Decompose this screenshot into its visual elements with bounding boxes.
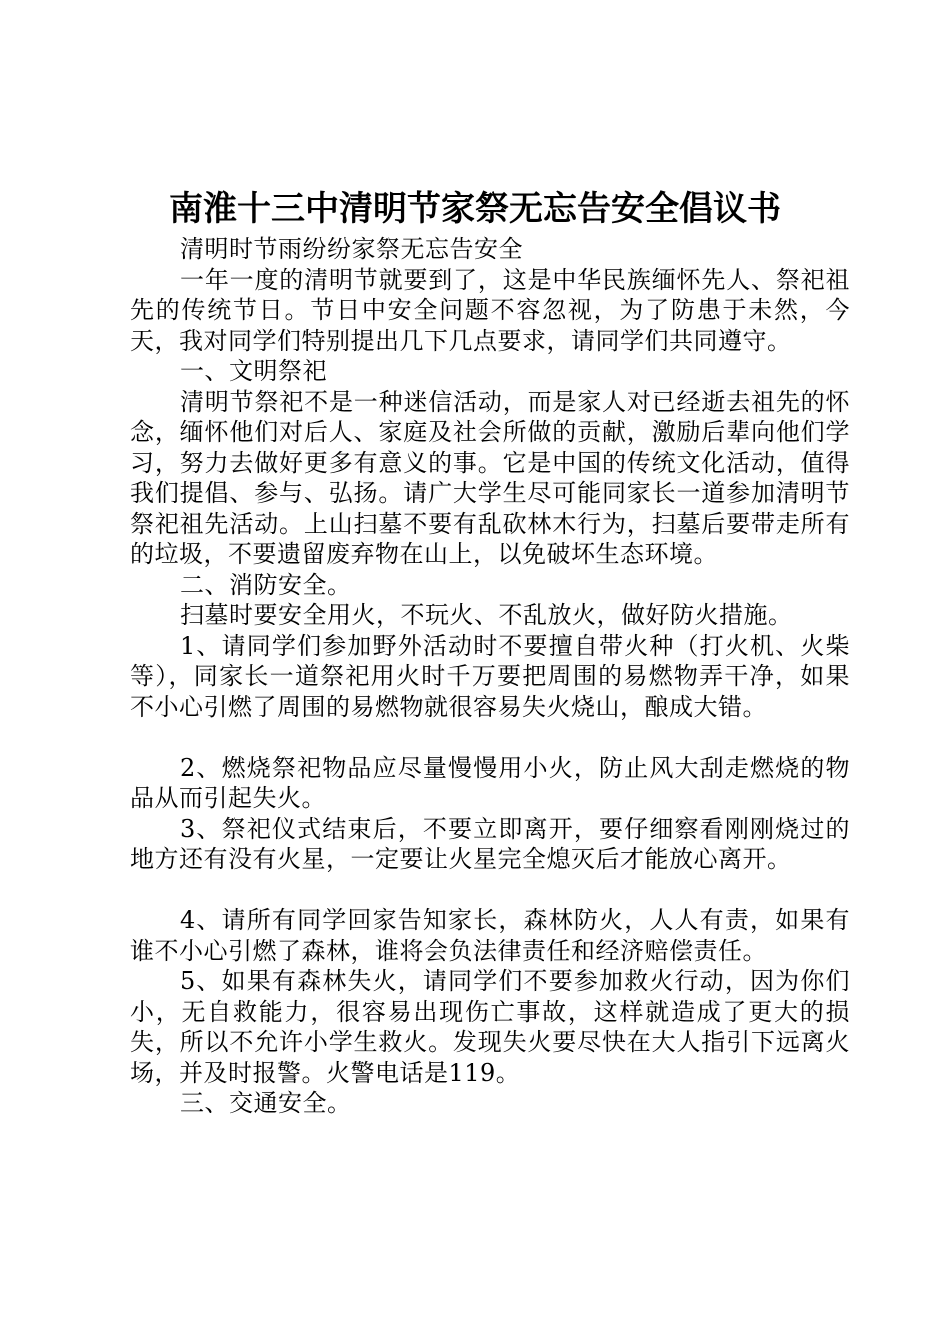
intro-paragraph: 一年一度的清明节就要到了，这是中华民族缅怀先人、祭祀祖先的传统节日。节日中安全问题不容忽视，为了防患于未然，今天，我对同学们特别提出几下几点要求，请同学们共同遵守。	[130, 265, 850, 355]
section-heading-traffic-safety: 三、交通安全。	[180, 1089, 352, 1117]
fire-safety-item-1: 1、请同学们参加野外活动时不要擅自带火种（打火机、火柴等），同家长一道祭祀用火时千万要把周围的易燃物弄干净，如果不小心引燃了周围的易燃物就很容易失火烧山，酿成大错。	[130, 631, 850, 721]
civilized-worship-paragraph: 清明节祭祀不是一种迷信活动，而是家人对已经逝去祖先的怀念，缅怀他们对后人、家庭及社会所做的贡献，激励后辈向他们学习，努力去做好更多有意义的事。它是中国的传统文化活动，值得我们提倡、参与、弘扬。请广大学生尽可能同家长一道参加清明节祭祀祖先活动。上山扫墓不要有乱砍林木行为，扫墓后要带走所有的垃圾，不要遗留废弃物在山上，以免破坏生态环境。	[130, 387, 850, 568]
blank-line	[130, 875, 850, 906]
section-heading-civilized-worship: 一、文明祭祀	[180, 357, 327, 385]
document-title: 南淮十三中清明节家祭无忘告安全倡议书	[169, 189, 781, 229]
subtitle-line: 清明时节雨纷纷家祭无忘告安全	[180, 235, 523, 263]
document-body	[130, 234, 850, 1119]
section-heading-fire-safety: 二、消防安全。	[180, 570, 352, 599]
fire-safety-item-2: 2、燃烧祭祀物品应尽量慢慢用小火，防止风大刮走燃烧的物品从而引起失火。	[130, 753, 850, 812]
fire-safety-item-3: 3、祭祀仪式结束后，不要立即离开，要仔细察看刚刚烧过的地方还有没有火星，一定要让火星完全熄灭后才能放心离开。	[130, 814, 850, 873]
fire-safety-intro: 扫墓时要安全用火，不玩火、不乱放火，做好防火措施。	[180, 601, 793, 629]
blank-line	[130, 722, 850, 753]
fire-safety-item-5: 5、如果有森林失火，请同学们不要参加救火行动，因为你们小，无自救能力，很容易出现伤亡事故，这样就造成了更大的损失，所以不允许小学生救火。发现失火要尽快在大人指引下远离火场，并及时报警。火警电话是119。	[130, 967, 850, 1087]
fire-safety-item-4: 4、请所有同学回家告知家长，森林防火，人人有责，如果有谁不小心引燃了森林，谁将会负法律责任和经济赔偿责任。	[130, 906, 850, 965]
